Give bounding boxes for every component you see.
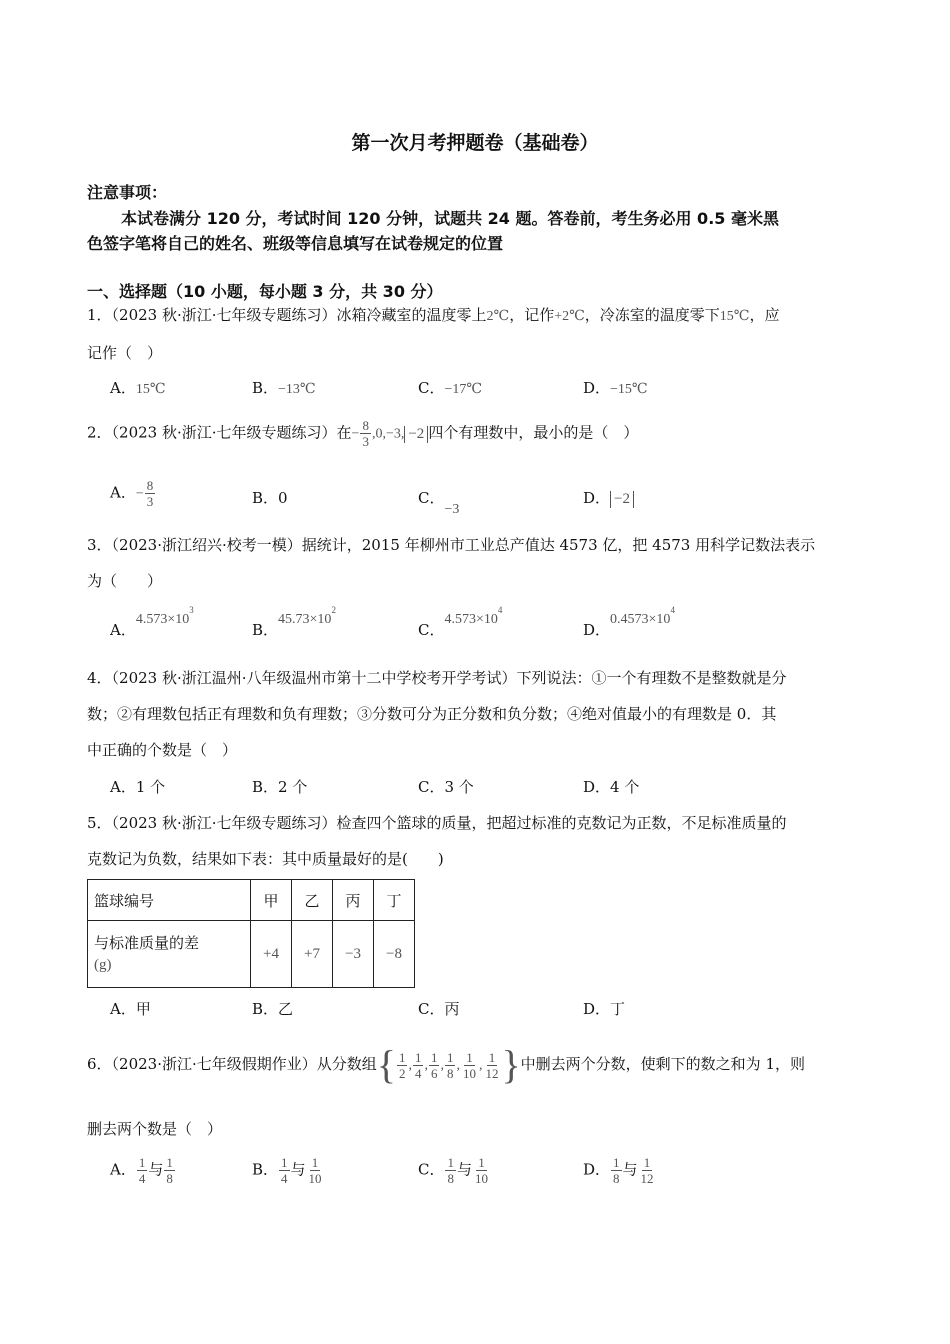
q3-option-a-base: 4.573×10 bbox=[135, 612, 190, 627]
table-row-label bbox=[88, 921, 251, 988]
q6-option-a-yu: 与 bbox=[148, 1160, 164, 1179]
q6-option-c-num-1: 1 bbox=[447, 1155, 454, 1170]
q6-option-a-den-2: 8 bbox=[166, 1171, 173, 1186]
section-heading: 一、选择题（10 小题，每小题 3 分，共 30 分） bbox=[87, 282, 443, 301]
q4-option-d[interactable]: D．4 个 bbox=[583, 778, 640, 796]
q6-option-a-frac-1 bbox=[137, 1155, 148, 1186]
q1-option-a[interactable] bbox=[110, 377, 166, 398]
q6-text-2: 中删去两个分数，使剩下的数之和为 1，则 bbox=[520, 1055, 805, 1073]
q3-option-c-exp: 4 bbox=[497, 605, 503, 615]
q6-option-c-frac-1 bbox=[445, 1155, 456, 1186]
q2-option-a-num: 8 bbox=[146, 478, 154, 493]
q1-option-c[interactable] bbox=[418, 377, 482, 398]
q6-option-d-frac-2 bbox=[639, 1155, 656, 1186]
q6-option-d-label: D． bbox=[583, 1160, 611, 1179]
q6-option-d-yu: 与 bbox=[622, 1160, 638, 1179]
q6-fraction-num: 1 bbox=[466, 1049, 473, 1065]
table-cell: +7 bbox=[292, 921, 333, 988]
table-cell: −8 bbox=[374, 921, 415, 988]
q6-fraction bbox=[429, 1050, 440, 1081]
q6-option-c[interactable] bbox=[418, 1155, 491, 1186]
q6-option-a-num-1: 1 bbox=[138, 1155, 146, 1170]
table-row bbox=[88, 921, 415, 988]
q1-text-4: ，应 bbox=[749, 306, 780, 324]
q1-option-a-value: 15℃ bbox=[135, 382, 166, 397]
q3-option-b-label: B． bbox=[252, 621, 279, 639]
q2-option-b[interactable]: B．0 bbox=[252, 489, 288, 507]
q2-option-d-value: −2 bbox=[610, 491, 634, 508]
q3-option-b-exp: 2 bbox=[331, 605, 336, 615]
question-4-line-3: 中正确的个数是（ ） bbox=[87, 741, 238, 759]
q6-option-a[interactable] bbox=[110, 1155, 176, 1186]
q3-option-b-base: 45.73×10 bbox=[278, 612, 332, 627]
q6-option-c-den-1: 8 bbox=[447, 1171, 454, 1186]
q2-neg-sign: − bbox=[351, 426, 360, 442]
q4-option-b[interactable]: B．2 个 bbox=[252, 778, 308, 796]
question-3-line-1: 3．（2023·浙江绍兴·校考一模）据统计，2015 年柳州市工业总产值达 4573 亿，把 4573 用科学记数法表示 bbox=[87, 536, 816, 554]
q3-option-c-label: C． bbox=[418, 621, 445, 639]
question-1-line-1 bbox=[87, 304, 779, 325]
q2-fraction bbox=[360, 418, 371, 449]
q6-option-b-frac-1 bbox=[279, 1155, 290, 1186]
q4-option-a[interactable]: A．1 个 bbox=[110, 778, 166, 796]
q6-option-d-num-1: 1 bbox=[613, 1155, 620, 1170]
notice-heading: 注意事项： bbox=[87, 183, 168, 202]
q6-fraction bbox=[461, 1050, 478, 1081]
question-2-line-1 bbox=[87, 418, 638, 449]
table-header-label: 篮球编号 bbox=[88, 880, 251, 921]
q2-list: ,0,−3, bbox=[371, 426, 405, 442]
question-5-line-1: 5．（2023 秋·浙江·七年级专题练习）检查四个篮球的质量，把超过标准的克数记为正数，不足标准质量的 bbox=[87, 814, 787, 832]
q2-option-a-label: A． bbox=[110, 483, 136, 502]
q6-option-a-frac-2 bbox=[164, 1155, 175, 1186]
q1-math-3: 15℃ bbox=[719, 309, 750, 324]
q6-fraction bbox=[483, 1050, 500, 1081]
q1-option-b-label: B． bbox=[252, 379, 279, 397]
q6-fraction-num: 1 bbox=[446, 1049, 454, 1065]
q2-fraction-num: 8 bbox=[362, 418, 369, 433]
page-title: 第一次月考押题卷（基础卷） bbox=[351, 132, 599, 154]
notice-line-1: 本试卷满分 120 分，考试时间 120 分钟，试题共 24 题。答卷前，考生务必用 0.5 毫米黑 bbox=[121, 209, 779, 228]
q6-option-c-num-2: 1 bbox=[478, 1155, 485, 1170]
q3-option-c[interactable] bbox=[418, 605, 503, 639]
q1-option-d-value: −15℃ bbox=[610, 382, 648, 397]
q2-option-a-den: 3 bbox=[146, 494, 154, 509]
notice-line-2: 色签字笔将自己的姓名、班级等信息填写在试卷规定的位置 bbox=[87, 234, 504, 253]
table-header-cell: 丁 bbox=[374, 880, 415, 921]
basket-table bbox=[87, 879, 415, 988]
q3-option-d-exp: 4 bbox=[670, 605, 675, 615]
q6-text-1: 6．（2023·浙江·七年级假期作业）从分数组 bbox=[87, 1055, 377, 1073]
q3-option-a-label: A． bbox=[110, 621, 136, 639]
q5-option-c[interactable]: C．丙 bbox=[418, 1000, 460, 1018]
q2-option-a[interactable] bbox=[110, 478, 156, 509]
q1-math-2: +2℃ bbox=[554, 309, 585, 324]
q5-option-a[interactable]: A．甲 bbox=[110, 1000, 151, 1018]
q6-option-a-label: A． bbox=[110, 1160, 136, 1179]
q3-option-a[interactable] bbox=[110, 605, 194, 639]
q6-option-d-num-2: 1 bbox=[643, 1155, 651, 1170]
question-6-line-1: 6．（2023·浙江·七年级假期作业）从分数组{ $\frac{1}{2}$ , $\frac{1}{4}$ , $\frac{1}{6}$ , $\frac{1}{8}$ , $\frac{1}{10}$ , $\frac{1}{12}$ }中删去两个分数，使剩下的数之和为 1，则 bbox=[87, 1042, 805, 1087]
q6-option-c-den-2: 10 bbox=[475, 1171, 488, 1186]
q2-option-c[interactable] bbox=[418, 487, 460, 517]
q5-option-d[interactable]: D．丁 bbox=[583, 1000, 626, 1018]
q1-option-b[interactable] bbox=[252, 377, 316, 398]
q6-option-d[interactable] bbox=[583, 1155, 657, 1186]
q6-fraction-den: 4 bbox=[414, 1065, 422, 1081]
q2-option-c-value: −3 bbox=[444, 502, 460, 517]
q6-brace-open: { bbox=[376, 1042, 396, 1087]
table-header-cell: 丙 bbox=[333, 880, 374, 921]
q6-option-a-num-2: 1 bbox=[166, 1155, 173, 1170]
q1-option-c-value: −17℃ bbox=[444, 382, 483, 397]
q2-option-d[interactable] bbox=[583, 487, 634, 508]
q6-fraction bbox=[397, 1050, 408, 1081]
q1-text-2: ，记作 bbox=[509, 306, 555, 324]
q6-fraction-den: 8 bbox=[446, 1065, 454, 1081]
question-6-line-2: 删去两个数是（ ） bbox=[87, 1120, 223, 1138]
q3-option-b[interactable] bbox=[252, 605, 336, 639]
q2-option-c-label: C． bbox=[418, 489, 445, 507]
q6-option-c-yu: 与 bbox=[456, 1160, 472, 1179]
q6-option-a-den-1: 4 bbox=[138, 1171, 146, 1186]
q6-option-c-frac-2 bbox=[473, 1155, 490, 1186]
q6-option-b-label: B． bbox=[252, 1160, 279, 1179]
q6-brace-close: } bbox=[501, 1042, 521, 1087]
q6-option-d-den-2: 12 bbox=[640, 1171, 654, 1186]
table-row-label-unit: (g) bbox=[94, 957, 112, 973]
q2-option-a-fraction bbox=[145, 478, 156, 509]
question-4-line-2: 数；②有理数包括正有理数和负有理数；③分数可分为正分数和负分数；④绝对值最小的有理数是 0．其 bbox=[87, 705, 777, 723]
q6-option-b-num-1: 1 bbox=[281, 1155, 288, 1170]
question-4-line-1: 4．（2023 秋·浙江温州·八年级温州市第十二中学校考开学考试）下列说法：①一个有理数不是整数就是分 bbox=[87, 669, 787, 687]
q6-option-b[interactable] bbox=[252, 1155, 325, 1186]
q6-fraction-den: 6 bbox=[430, 1065, 438, 1081]
table-cell: +4 bbox=[251, 921, 292, 988]
q2-fraction-den: 3 bbox=[362, 434, 369, 449]
q6-option-b-frac-2 bbox=[307, 1155, 324, 1186]
q4-option-c[interactable]: C．3 个 bbox=[418, 778, 474, 796]
q6-option-b-yu: 与 bbox=[290, 1160, 306, 1179]
table-row-label-text: 与标准质量的差 bbox=[94, 934, 200, 952]
q3-option-d-base: 0.4573×10 bbox=[610, 612, 671, 627]
table-header-row bbox=[88, 880, 415, 921]
q2-abs-value: −2 bbox=[404, 426, 428, 443]
q2-text-1: 2．（2023 秋·浙江·七年级专题练习）在 bbox=[87, 423, 352, 442]
q1-option-d-label: D． bbox=[583, 379, 611, 397]
q3-option-a-exp: 3 bbox=[189, 605, 194, 615]
q1-math-1: 2℃ bbox=[486, 309, 510, 324]
q1-option-c-label: C． bbox=[418, 379, 445, 397]
table-header-cell: 甲 bbox=[251, 880, 292, 921]
q2-text-2: 四个有理数中，最小的是（ ） bbox=[428, 423, 639, 442]
question-5-line-2: 克数记为负数，结果如下表：其中质量最好的是( ) bbox=[87, 850, 444, 868]
q6-fraction-num: 1 bbox=[430, 1049, 438, 1065]
q6-fraction-den: 10 bbox=[462, 1065, 476, 1081]
q6-option-c-label: C． bbox=[418, 1160, 445, 1179]
q3-option-d[interactable] bbox=[583, 605, 675, 639]
q3-option-d-label: D． bbox=[583, 621, 611, 639]
q2-option-d-label: D． bbox=[583, 489, 611, 507]
q1-text-1: 1．（2023 秋·浙江·七年级专题练习）冰箱冷藏室的温度零上 bbox=[87, 306, 487, 324]
q6-option-b-den-1: 4 bbox=[281, 1171, 288, 1186]
q1-text-3: ，冷冻室的温度零下 bbox=[584, 306, 720, 324]
question-1-line-2: 记作（ ） bbox=[87, 344, 163, 362]
q6-option-b-den-2: 10 bbox=[308, 1171, 322, 1186]
q1-option-a-label: A． bbox=[110, 379, 136, 397]
q6-fraction-num: 1 bbox=[414, 1049, 422, 1065]
table-cell: −3 bbox=[333, 921, 374, 988]
q1-option-d[interactable] bbox=[583, 377, 648, 398]
q6-option-d-frac-1 bbox=[611, 1155, 622, 1186]
q6-fraction-den: 2 bbox=[398, 1065, 406, 1081]
q6-fraction-den: 12 bbox=[485, 1065, 499, 1081]
q6-fraction bbox=[413, 1050, 424, 1081]
q6-option-b-num-2: 1 bbox=[311, 1155, 319, 1170]
q6-option-d-den-1: 8 bbox=[613, 1171, 620, 1186]
q1-option-b-value: −13℃ bbox=[278, 382, 316, 397]
q6-fraction-num: 1 bbox=[488, 1049, 496, 1065]
q2-option-a-neg: − bbox=[135, 486, 144, 502]
table-header-cell: 乙 bbox=[292, 880, 333, 921]
q3-option-c-base: 4.573×10 bbox=[444, 612, 498, 627]
q6-fraction bbox=[445, 1050, 456, 1081]
q5-option-b[interactable]: B．乙 bbox=[252, 1000, 294, 1018]
question-3-line-2: 为（ ） bbox=[87, 572, 163, 590]
q6-fraction-num: 1 bbox=[398, 1049, 406, 1065]
